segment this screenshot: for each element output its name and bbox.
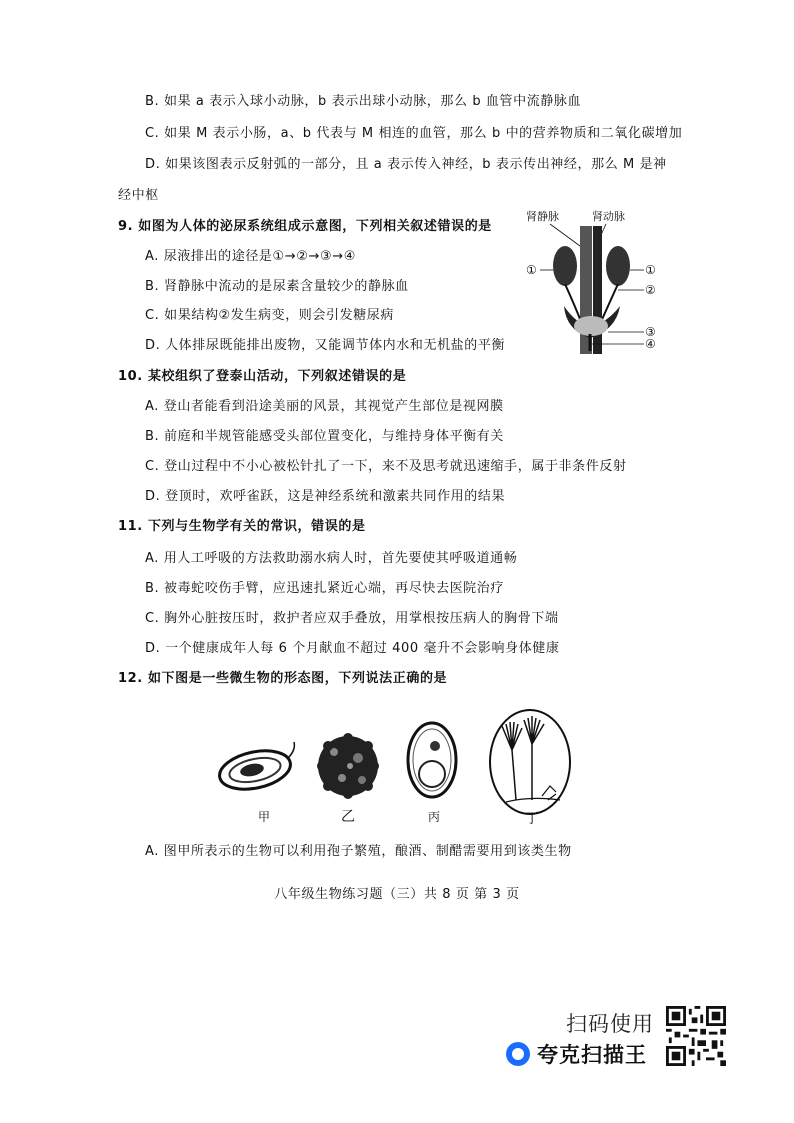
qr-code-icon[interactable]: [666, 1006, 726, 1066]
right-kidney: [606, 246, 630, 286]
label-ding: 丁: [525, 811, 539, 827]
urinary-system-figure: [520, 206, 660, 356]
q10-option-a: A. 登山者能看到沿途美丽的风景，其视觉产生部位是视网膜: [145, 399, 504, 414]
q10-option-b: B. 前庭和半规管能感受头部位置变化，与维持身体平衡有关: [145, 429, 504, 444]
q9-option-b: B. 肾静脉中流动的是尿素含量较少的静脉血: [145, 279, 409, 294]
q8-option-d-continuation: 经中枢: [118, 188, 159, 203]
label-4: ④: [645, 337, 656, 351]
q9-option-d: D. 人体排尿既能排出废物，又能调节体内水和无机盐的平衡: [145, 338, 506, 353]
q11-option-d: D. 一个健康成年人每 6 个月献血不超过 400 毫升不会影响身体健康: [145, 641, 560, 656]
question-10: 10. 某校组织了登泰山活动，下列叙述错误的是: [118, 369, 407, 384]
question-9: 9. 如图为人体的泌尿系统组成示意图，下列相关叙述错误的是: [118, 219, 492, 234]
mold-drawing: [490, 710, 570, 814]
label-1-left: ①: [526, 263, 537, 277]
yeast-drawing: [408, 723, 456, 797]
label-3: ③: [645, 325, 656, 339]
question-11: 11. 下列与生物学有关的常识，错误的是: [118, 519, 366, 534]
q8-option-d: D. 如果该图表示反射弧的一部分，且 a 表示传入神经，b 表示传出神经，那么 M 是神: [145, 157, 667, 172]
label-yi: 乙: [341, 809, 355, 825]
q10-option-c: C. 登山过程中不小心被松针扎了一下，来不及思考就迅速缩手，属于非条件反射: [145, 459, 627, 474]
q8-option-b: B. 如果 a 表示入球小动脉，b 表示出球小动脉，那么 b 血管中流静脉血: [145, 94, 582, 109]
label-1-right: ①: [645, 263, 656, 277]
page-footer: 八年级生物练习题（三）共 8 页 第 3 页: [274, 887, 520, 902]
q12-option-a: A. 图甲所表示的生物可以利用孢子繁殖，酿酒、制醋需要用到该类生物: [145, 844, 572, 859]
bladder: [574, 316, 608, 336]
scan-to-use-text: 扫码使用: [566, 1012, 654, 1036]
q11-option-c: C. 胸外心脏按压时，救护者应双手叠放，用掌根按压病人的胸骨下端: [145, 611, 559, 626]
quark-logo-icon: [506, 1042, 530, 1066]
spiky-microbe-drawing: [317, 733, 379, 799]
q9-option-c: C. 如果结构②发生病变，则会引发糖尿病: [145, 308, 394, 323]
label-2: ②: [645, 283, 656, 297]
q10-option-d: D. 登顶时，欢呼雀跃，这是神经系统和激素共同作用的结果: [145, 489, 506, 504]
scanner-brand-name: 夸克扫描王: [537, 1043, 647, 1067]
bacterium-drawing: [216, 742, 294, 795]
renal-vein-label: 肾静脉: [526, 210, 559, 223]
q11-option-a: A. 用人工呼吸的方法救助溺水病人时，首先要使其呼吸道通畅: [145, 551, 518, 566]
label-jia: 甲: [258, 810, 271, 824]
left-kidney: [553, 246, 577, 286]
q11-option-b: B. 被毒蛇咬伤手臂，应迅速扎紧近心端，再尽快去医院治疗: [145, 581, 504, 596]
q9-option-a: A. 尿液排出的途径是①→②→③→④: [145, 249, 357, 264]
question-12: 12. 如下图是一些微生物的形态图，下列说法正确的是: [118, 671, 448, 686]
q8-option-c: C. 如果 M 表示小肠，a、b 代表与 M 相连的血管，那么 b 中的营养物质和二氧化碳增加: [145, 126, 683, 141]
label-bing: 丙: [428, 810, 441, 824]
renal-artery-label: 肾动脉: [592, 210, 625, 223]
